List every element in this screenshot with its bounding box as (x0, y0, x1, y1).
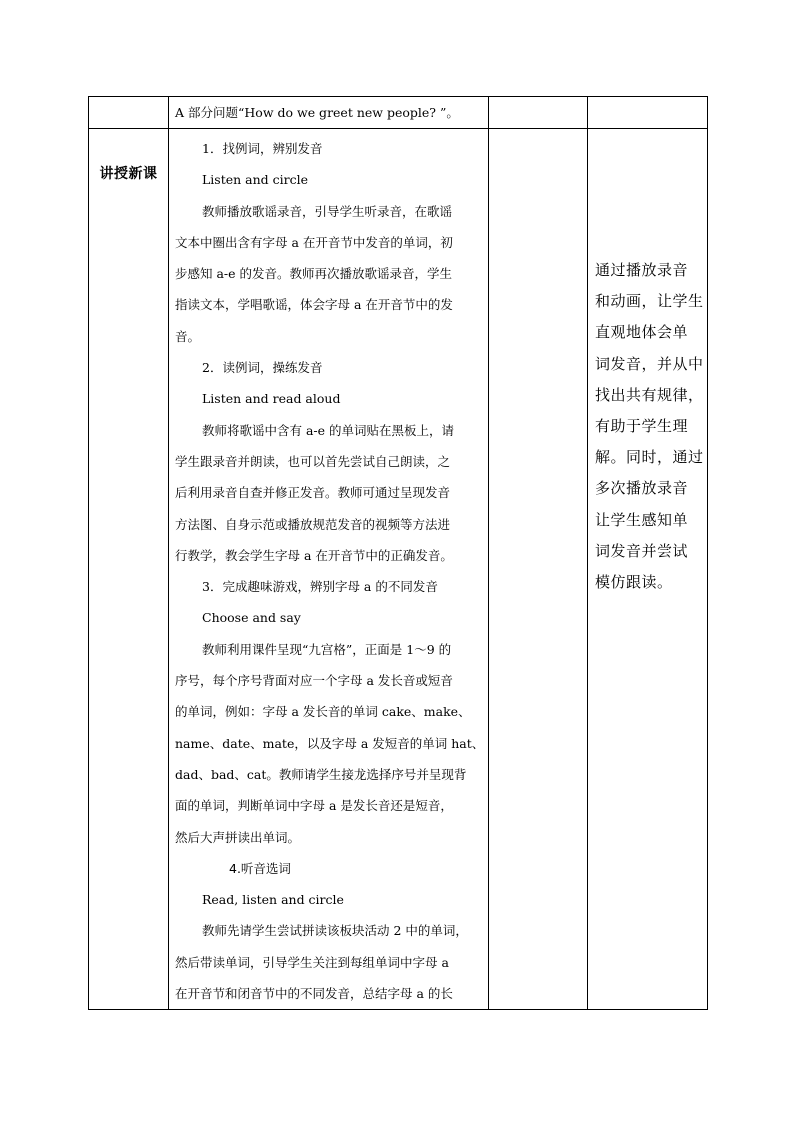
table-row (89, 97, 708, 129)
content-line: 序号，每个序号背面对应一个字母 a 发长音或短音 (175, 673, 453, 689)
student-activity-cell (489, 129, 588, 1010)
question-text: A 部分问题“How do we greet new people? ”。 (175, 105, 459, 120)
content-line: 文本中圈出含有字母 a 在开音节中发音的单词，初 (175, 234, 453, 250)
content-line: 指读文本，学唱歌谣，体会字母 a 在开音节中的发 (175, 297, 453, 313)
content-line: 学生跟录音并朗读，也可以首先尝试自己朗读，之 (175, 453, 451, 469)
design-intent-line: 通过播放录音 (595, 261, 689, 279)
content-line: Choose and say (202, 610, 301, 626)
content-line: 的单词，例如：字母 a 发长音的单词 cake、make、 (175, 704, 471, 720)
design-intent-line: 多次播放录音 (595, 479, 689, 498)
stage-cell (89, 129, 169, 1010)
content-line: 1．找例词，辨别发音 (202, 141, 323, 156)
content-line: Listen and circle (202, 172, 309, 188)
content-line: dad、bad、cat。教师请学生接龙选择序号并呈现背 (175, 766, 467, 782)
content-line: 后利用录音自查并修正发音。教师可通过呈现发音 (175, 485, 451, 501)
content-line: 4.听音选词 (229, 860, 291, 876)
activity-cell (169, 129, 489, 1010)
content-line: 教师先请学生尝试拼读该板块活动 2 中的单词， (202, 923, 468, 939)
lesson-plan-table (88, 96, 708, 1010)
design-intent-text (588, 129, 707, 598)
design-intent-line: 找出共有规律， (595, 385, 704, 404)
design-intent-line: 直观地体会单 (595, 323, 689, 342)
content-line: 行教学，教会学生字母 a 在开音节中的正确发音。 (175, 547, 453, 563)
design-intent-line: 词发音并尝试 (595, 541, 689, 560)
content-line: 教师播放歌谣录音，引导学生听录音，在歌谣 (202, 203, 453, 219)
content-line: 方法图、自身示范或播放规范发音的视频等方法进 (175, 516, 451, 532)
section-label: 讲授新课 (99, 166, 158, 182)
content-line: 3．完成趣味游戏，辨别字母 a 的不同发音 (202, 579, 438, 595)
content-line: Read, listen and circle (202, 892, 344, 908)
stage-cell-empty (89, 97, 169, 129)
design-intent-cell (588, 129, 708, 1010)
content-line: 2．读例词，操练发音 (202, 360, 323, 376)
design-intent-cell (588, 97, 708, 129)
activity-cell (169, 97, 489, 129)
design-intent-line: 模仿跟读。 (595, 572, 673, 591)
design-intent-line: 解。同时，通过 (595, 448, 704, 467)
content-line: 在开音节和闭音节中的不同发音，总结字母 a 的长 (175, 986, 453, 1002)
content-line: Listen and read aloud (202, 391, 341, 407)
content-line: 教师利用课件呈现“九宫格”，正面是 1～9 的 (202, 641, 452, 657)
content-line: 然后大声拼读出单词。 (175, 829, 301, 845)
content-line: 教师将歌谣中含有 a-e 的单词贴在黑板上，请 (202, 422, 455, 438)
table-row (89, 129, 708, 1010)
content-line: 步感知 a-e 的发音。教师再次播放歌谣录音，学生 (175, 266, 453, 282)
content-line: name、date、mate，以及字母 a 发短音的单词 hat、 (175, 735, 485, 751)
design-intent-line: 让学生感知单 (595, 510, 689, 529)
design-intent-line: 有助于学生理 (595, 416, 689, 435)
teaching-content (169, 129, 488, 1009)
content-line: 然后带读单词，引导学生关注到每组单词中字母 a (175, 954, 449, 970)
student-activity-cell (489, 97, 588, 129)
design-intent-line: 和动画，让学生 (595, 292, 704, 311)
content-line: 音。 (175, 328, 201, 344)
content-line: 面的单词，判断单词中字母 a 是发长音还是短音， (175, 798, 453, 814)
design-intent-line: 词发音，并从中 (595, 354, 704, 373)
